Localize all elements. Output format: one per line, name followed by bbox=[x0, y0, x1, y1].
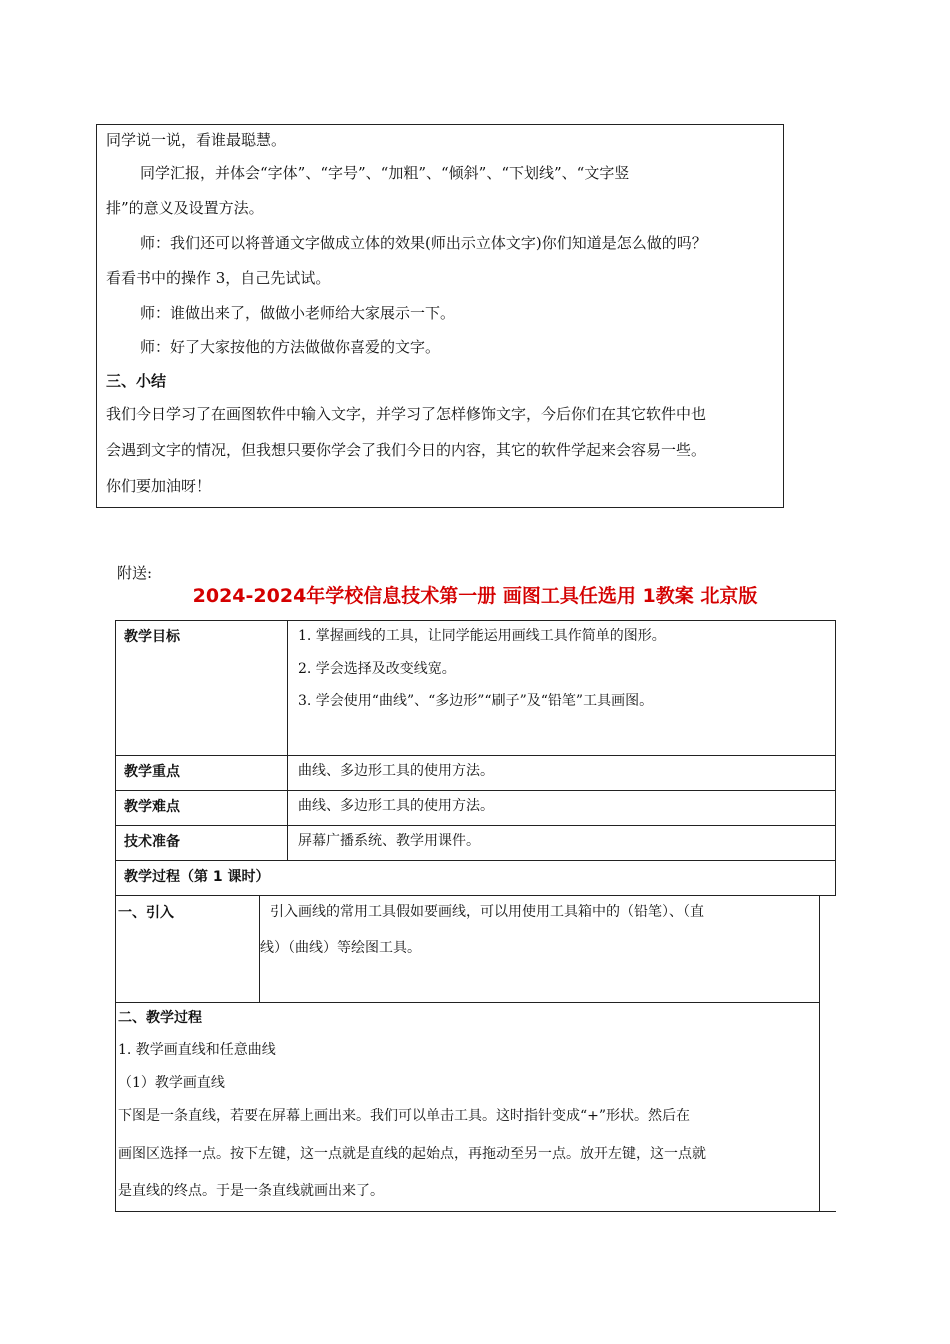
process-paragraph-line: 下图是一条直线，若要在屏幕上画出来。我们可以单击工具。这时指针变成“+”形状。然后在 bbox=[118, 1108, 691, 1124]
text-line: 同学说一说，看谁最聪慧。 bbox=[106, 131, 287, 149]
difficulty-label: 教学难点 bbox=[124, 799, 180, 815]
text-line: 看看书中的操作 3，自己先试试。 bbox=[106, 269, 331, 287]
prep-label: 技术准备 bbox=[124, 834, 180, 850]
summary-line: 你们要加油呀！ bbox=[106, 477, 212, 495]
process-label: 教学过程（第 1 课时） bbox=[124, 869, 270, 885]
key-label: 教学重点 bbox=[124, 764, 180, 780]
appendix-label: 附送: bbox=[117, 564, 153, 582]
intro-text: 引入画线的常用工具假如要画线，可以用使用工具箱中的（铅笔）、（直 bbox=[270, 904, 704, 920]
document-title: 2024-2024年学校信息技术第一册 画图工具任选用 1教案 北京版 bbox=[192, 585, 758, 607]
goal-item: 1. 掌握画线的工具，让同学能运用画线工具作简单的图形。 bbox=[298, 628, 666, 644]
process-paragraph-line: 画图区选择一点。按下左键，这一点就是直线的起始点，再拖动至另一点。放开左键，这一点就 bbox=[118, 1146, 706, 1162]
process-paragraph-line: 是直线的终点。于是一条直线就画出来了。 bbox=[118, 1183, 384, 1199]
text-line: 师：好了大家按他的方法做做你喜爱的文字。 bbox=[140, 338, 441, 356]
text-line: 师：谁做出来了，做做小老师给大家展示一下。 bbox=[140, 304, 456, 322]
process-heading: 二、教学过程 bbox=[118, 1010, 202, 1026]
key-value: 曲线、多边形工具的使用方法。 bbox=[298, 763, 494, 779]
process-item: 1. 教学画直线和任意曲线 bbox=[118, 1042, 276, 1058]
difficulty-value: 曲线、多边形工具的使用方法。 bbox=[298, 798, 494, 814]
goal-item: 3. 学会使用“曲线”、“多边形”“刷子”及“铅笔”工具画图。 bbox=[298, 693, 654, 709]
goal-item: 2. 学会选择及改变线宽。 bbox=[298, 661, 456, 677]
intro-label: 一、引入 bbox=[118, 905, 174, 921]
text-line: 同学汇报，并体会“字体”、“字号”、“加粗”、“倾斜”、“下划线”、“文字竖 bbox=[140, 164, 630, 182]
prep-value: 屏幕广播系统、教学用课件。 bbox=[298, 833, 480, 849]
process-subitem: （1）教学画直线 bbox=[118, 1075, 225, 1091]
goals-label: 教学目标 bbox=[124, 629, 180, 645]
summary-line: 会遇到文字的情况，但我想只要你学会了我们今日的内容，其它的软件学起来会容易一些。 bbox=[106, 441, 707, 459]
text-line: 师：我们还可以将普通文字做成立体的效果(师出示立体文字)你们知道是怎么做的吗？ bbox=[140, 234, 707, 252]
text-line: 排”的意义及设置方法。 bbox=[106, 199, 264, 217]
table-edge-line bbox=[820, 1211, 836, 1212]
summary-line: 我们今日学习了在画图软件中输入文字，并学习了怎样修饰文字，今后你们在其它软件中也 bbox=[106, 405, 707, 423]
summary-heading: 三、小结 bbox=[106, 372, 167, 390]
intro-text: 线）（曲线）等绘图工具。 bbox=[260, 940, 421, 956]
